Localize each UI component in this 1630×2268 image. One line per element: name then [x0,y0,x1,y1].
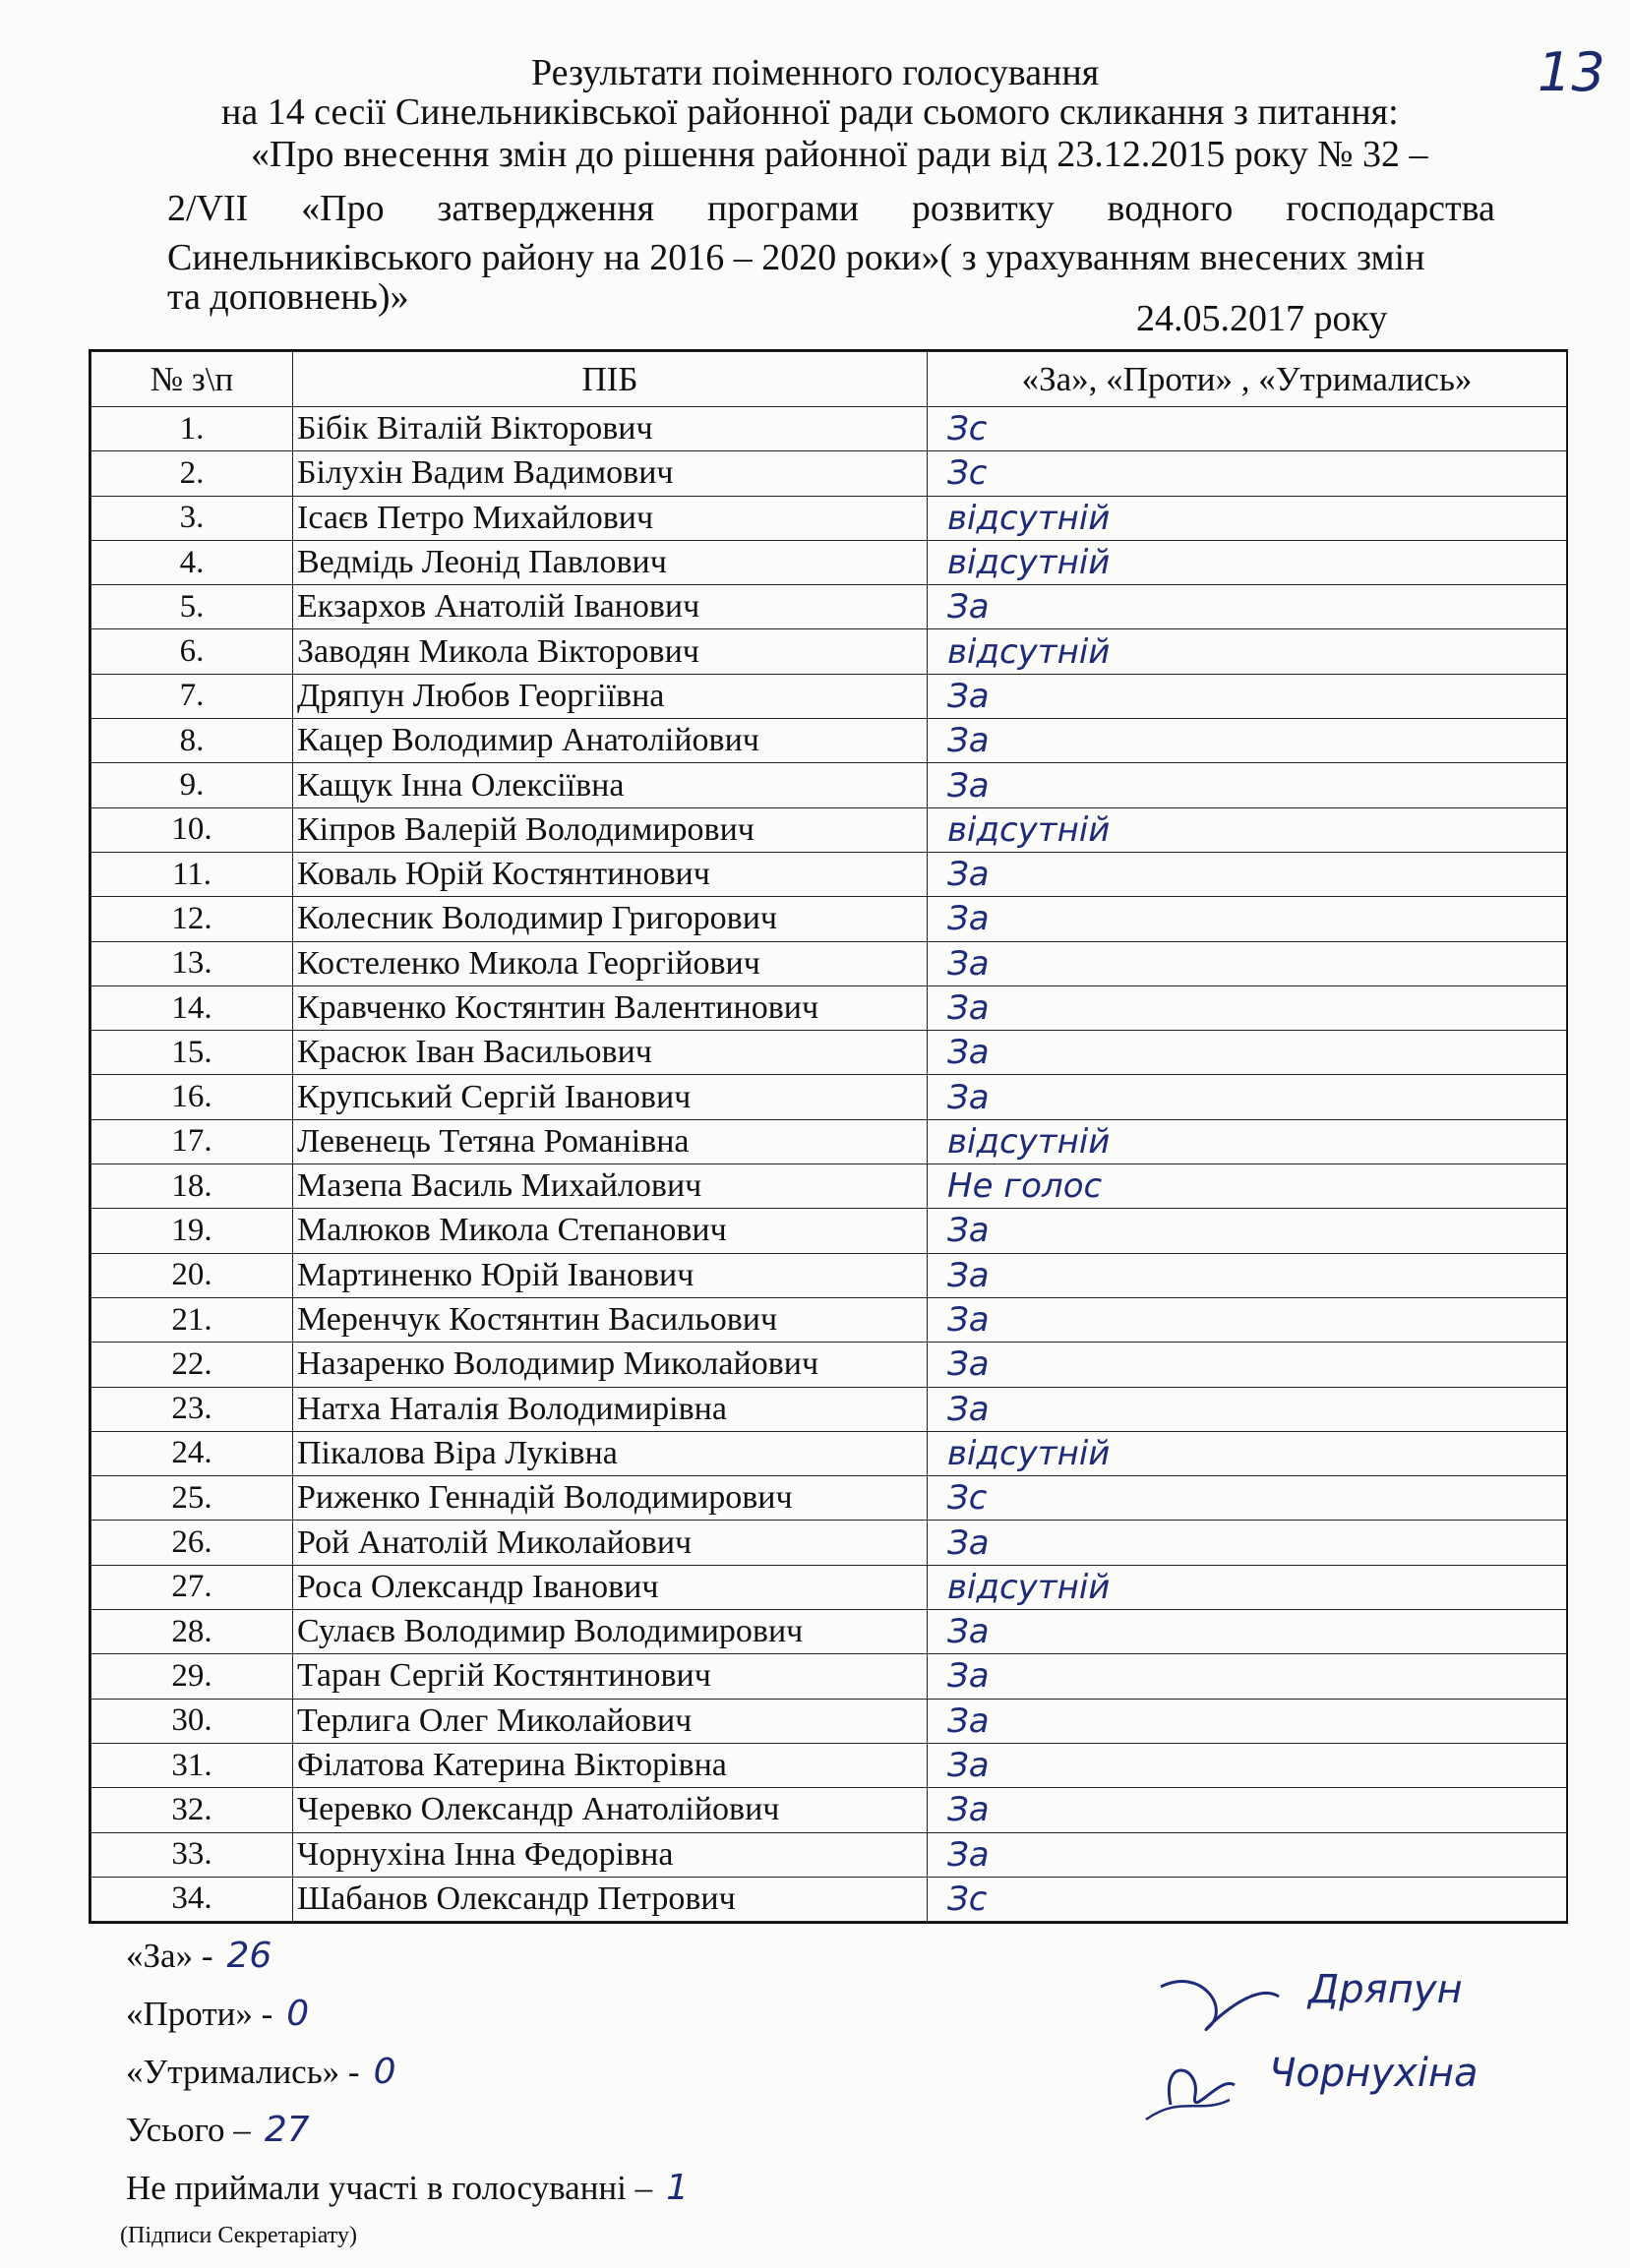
header-question-line4: та доповнень)» [167,276,409,318]
table-row [91,1253,1567,1297]
vote-mark: За [928,1031,1567,1075]
row-number: 7. [91,674,293,718]
vote-mark: За [928,763,1567,807]
deputy-name: Риженко Геннадій Володимирович [293,1476,928,1521]
table-row [91,1788,1567,1832]
summary-total-label: Усього – [126,2111,251,2149]
table-row [91,1877,1567,1921]
row-number: 8. [91,719,293,763]
vote-mark: Зс [928,451,1567,496]
table-row [91,852,1567,896]
summary-for-value: 26 [226,1936,272,1976]
table-row [91,540,1567,584]
vote-mark: відсутній [928,1119,1567,1164]
deputy-name: Філатова Катерина Вікторівна [293,1743,928,1787]
table-row [91,451,1567,496]
row-number: 18. [91,1164,293,1209]
header-word: розвитку [911,188,1055,229]
row-number: 3. [91,496,293,540]
table-row [91,941,1567,985]
deputy-name: Мартиненко Юрій Іванович [293,1253,928,1297]
header-title: Результати поіменного голосування [531,52,1100,93]
row-number: 5. [91,585,293,629]
column-header-number: № з\п [91,352,293,407]
vote-mark: відсутній [928,1565,1567,1609]
table-row [91,1743,1567,1787]
row-number: 11. [91,852,293,896]
summary-abstain [126,2052,689,2110]
deputy-name: Красюк Іван Васильович [293,1031,928,1075]
summary-for [126,1936,689,1994]
summary-not-voting-value: 1 [666,2168,690,2208]
deputy-name: Ісаєв Петро Михайлович [293,496,928,540]
deputy-name: Бібік Віталій Вікторович [293,407,928,451]
vote-mark: відсутній [928,807,1567,852]
deputy-name: Кащук Інна Олексіївна [293,763,928,807]
vote-mark: За [928,985,1567,1030]
summary-total-value: 27 [264,2110,310,2150]
table-row [91,1164,1567,1209]
deputy-name: Колесник Володимир Григорович [293,897,928,941]
header-word: затвердження [437,188,655,229]
table-row [91,1075,1567,1119]
deputy-name: Чорнухіна Інна Федорівна [293,1832,928,1877]
deputy-name: Заводян Микола Вікторович [293,629,928,674]
deputy-name: Екзархов Анатолій Іванович [293,585,928,629]
row-number: 33. [91,1832,293,1877]
footnote: (Підписи Секретаріату) [120,2223,357,2248]
row-number: 26. [91,1521,293,1565]
deputy-name: Білухін Вадим Вадимович [293,451,928,496]
table-row [91,585,1567,629]
summary-not-voting [126,2168,689,2226]
table-row [91,1431,1567,1475]
summary-abstain-label: «Утримались» - [126,2053,360,2091]
row-number: 24. [91,1431,293,1475]
vote-mark: За [928,1654,1567,1699]
page-number: 13 [1538,41,1605,103]
row-number: 23. [91,1387,293,1431]
vote-mark: відсутній [928,1431,1567,1475]
deputy-name: Натха Наталія Володимирівна [293,1387,928,1431]
header-session: на 14 сесії Синельниківської районної ради сьомого скликання з питання: [221,91,1399,133]
deputy-name: Кравченко Костянтин Валентинович [293,985,928,1030]
vote-mark: Зс [928,1877,1567,1921]
vote-mark: відсутній [928,540,1567,584]
header-question-line3: Синельниківського району на 2016 – 2020 роки»( з урахуванням внесених змін [167,237,1425,278]
vote-mark: відсутній [928,629,1567,674]
row-number: 29. [91,1654,293,1699]
deputy-name: Крупський Сергій Іванович [293,1075,928,1119]
deputy-name: Коваль Юрій Костянтинович [293,852,928,896]
table-row [91,1521,1567,1565]
table-row [91,407,1567,451]
vote-mark: За [928,1832,1567,1877]
row-number: 4. [91,540,293,584]
vote-mark: За [928,1610,1567,1654]
table-row [91,1610,1567,1654]
table-row [91,496,1567,540]
row-number: 9. [91,763,293,807]
row-number: 32. [91,1788,293,1832]
header-word: 2/VII [167,188,249,229]
header-word: «Про [301,188,385,229]
signature-line-2: Чорнухіна [1269,2051,1479,2096]
summary-against-value: 0 [286,1994,310,2034]
header-word: господарства [1286,188,1495,229]
summary-total [126,2110,689,2168]
vote-mark: Зс [928,407,1567,451]
table-row [91,1297,1567,1342]
vote-mark: За [928,1788,1567,1832]
table-row [91,1119,1567,1164]
row-number: 14. [91,985,293,1030]
table-row [91,807,1567,852]
vote-summary [126,1936,689,2226]
table-row [91,719,1567,763]
deputy-name: Таран Сергій Костянтинович [293,1654,928,1699]
row-number: 27. [91,1565,293,1609]
table-header-row [91,352,1567,407]
deputy-name: Мазепа Василь Михайлович [293,1164,928,1209]
vote-mark: За [928,941,1567,985]
vote-mark: За [928,1297,1567,1342]
row-number: 12. [91,897,293,941]
header-word: водного [1107,188,1234,229]
row-number: 15. [91,1031,293,1075]
row-number: 25. [91,1476,293,1521]
vote-mark: За [928,585,1567,629]
vote-mark: Не голос [928,1164,1567,1209]
deputy-name: Черевко Олександр Анатолійович [293,1788,928,1832]
deputy-name: Шабанов Олександр Петрович [293,1877,928,1921]
column-header-vote: «За», «Проти» , «Утримались» [928,352,1567,407]
vote-mark: За [928,719,1567,763]
summary-not-voting-label: Не приймали участі в голосуванні – [126,2169,653,2207]
table-row [91,1343,1567,1387]
row-number: 31. [91,1743,293,1787]
summary-abstain-value: 0 [373,2052,396,2092]
table-row [91,1476,1567,1521]
signature-line-1: Дряпун [1308,1967,1463,2012]
row-number: 21. [91,1297,293,1342]
vote-mark: За [928,1699,1567,1743]
deputy-name: Рой Анатолій Миколайович [293,1521,928,1565]
row-number: 13. [91,941,293,985]
deputy-name: Роса Олександр Іванович [293,1565,928,1609]
summary-against [126,1994,689,2052]
header-question-line1: «Про внесення змін до рішення районної ради від 23.12.2015 року № 32 – [251,134,1428,175]
summary-against-label: «Проти» - [126,1995,273,2033]
deputy-name: Дряпун Любов Георгіївна [293,674,928,718]
row-number: 17. [91,1119,293,1164]
table-row [91,674,1567,718]
deputy-name: Сулаєв Володимир Володимирович [293,1610,928,1654]
table-row [91,1209,1567,1253]
row-number: 16. [91,1075,293,1119]
row-number: 22. [91,1343,293,1387]
row-number: 10. [91,807,293,852]
row-number: 6. [91,629,293,674]
table-row [91,985,1567,1030]
header-question-line2 [167,187,1495,230]
table-row [91,1654,1567,1699]
vote-mark: За [928,1743,1567,1787]
vote-mark: відсутній [928,496,1567,540]
summary-for-label: «За» - [126,1937,213,1975]
vote-mark: За [928,1387,1567,1431]
table-row [91,1832,1567,1877]
vote-mark: За [928,1343,1567,1387]
row-number: 2. [91,451,293,496]
table-row [91,763,1567,807]
vote-mark: За [928,1253,1567,1297]
deputy-name: Костеленко Микола Георгійович [293,941,928,985]
vote-mark: Зс [928,1476,1567,1521]
header-word: програми [706,188,860,229]
deputy-name: Меренчук Костянтин Васильович [293,1297,928,1342]
deputy-name: Ведмідь Леонід Павлович [293,540,928,584]
table-row [91,629,1567,674]
vote-mark: За [928,1075,1567,1119]
vote-mark: За [928,897,1567,941]
vote-mark: За [928,1209,1567,1253]
column-header-name: ПІБ [293,352,928,407]
row-number: 28. [91,1610,293,1654]
deputy-name: Малюков Микола Степанович [293,1209,928,1253]
table-row [91,1699,1567,1743]
deputy-name: Кіпров Валерій Володимирович [293,807,928,852]
row-number: 20. [91,1253,293,1297]
vote-mark: За [928,1521,1567,1565]
deputy-name: Назаренко Володимир Миколайович [293,1343,928,1387]
row-number: 1. [91,407,293,451]
deputy-name: Пікалова Віра Луківна [293,1431,928,1475]
row-number: 19. [91,1209,293,1253]
vote-mark: За [928,852,1567,896]
table-row [91,1031,1567,1075]
deputy-name: Терлига Олег Миколайович [293,1699,928,1743]
row-number: 30. [91,1699,293,1743]
header-date: 24.05.2017 року [1136,298,1388,339]
deputy-name: Левенець Тетяна Романівна [293,1119,928,1164]
deputy-name: Кацер Володимир Анатолійович [293,719,928,763]
table-row [91,897,1567,941]
secretariat-signature [1141,1957,1564,2124]
vote-mark: За [928,674,1567,718]
vote-table [89,349,1568,1924]
row-number: 34. [91,1877,293,1921]
table-row [91,1565,1567,1609]
table-row [91,1387,1567,1431]
